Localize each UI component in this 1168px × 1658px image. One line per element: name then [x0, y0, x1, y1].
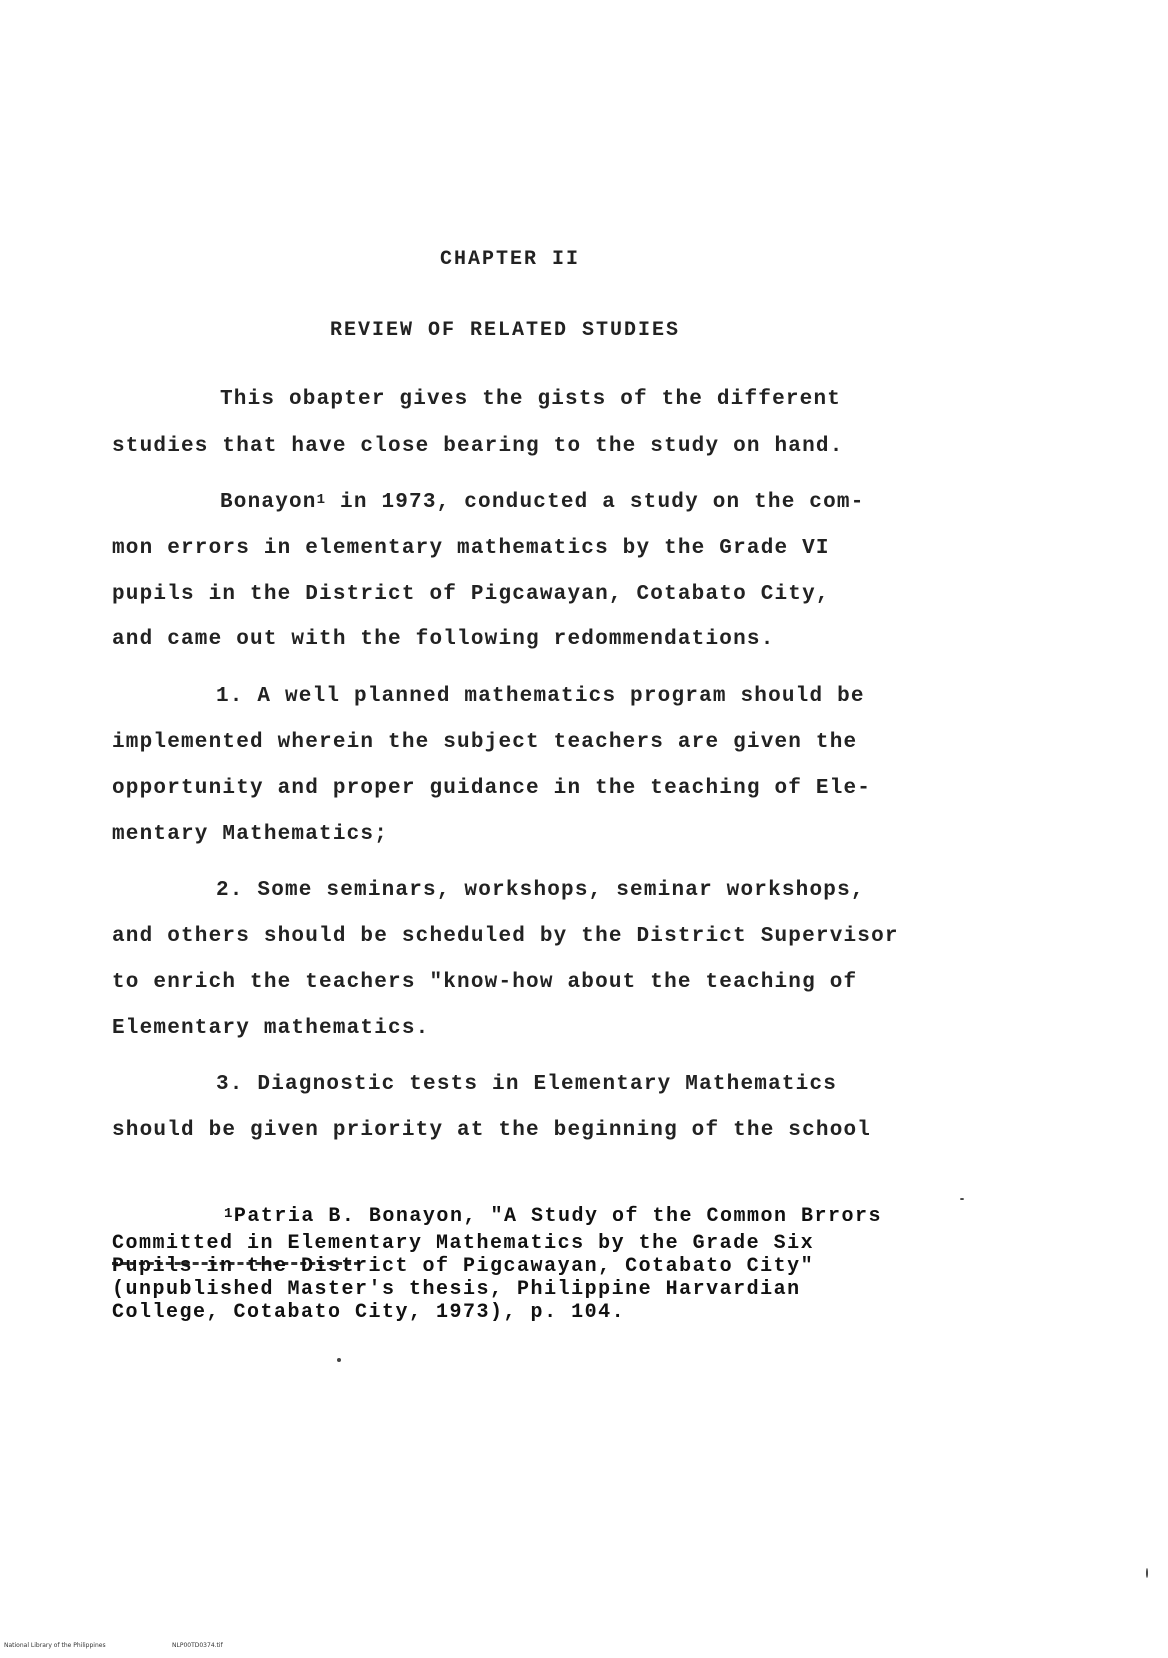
recommendation-line: implemented wherein the subject teachers are given the [112, 731, 858, 754]
intro-line: studies that have close bearing to the study on hand. [112, 435, 844, 458]
summary-line-text: in 1973, conducted a study on the com- [326, 491, 865, 514]
recommendation-line: should be given priority at the beginning of the school [112, 1119, 872, 1142]
recommendation-line: opportunity and proper guidance in the teaching of Ele- [112, 777, 872, 800]
footnote-line: College, Cotabato City, 1973), p. 104. [112, 1301, 626, 1324]
recommendation-line: and others should be scheduled by the District Supervisor [112, 925, 899, 948]
summary-line: and came out with the following redommendations. [112, 628, 775, 651]
footnote-reference: 1 [316, 492, 327, 508]
footnote-line: Pupils in the District of Pigcawayan, Cotabato City" [112, 1255, 815, 1278]
footnote-marker: 1 [224, 1206, 234, 1222]
recommendation-line: mentary Mathematics; [112, 823, 389, 846]
footer-library-name: National Library of the Philippines [4, 1642, 106, 1649]
recommendation-line: 3. Diagnostic tests in Elementary Mathematics [216, 1073, 838, 1096]
footnote-line-text: Patria B. Bonayon, "A Study of the Common Brrors [233, 1205, 882, 1228]
recommendation-line: 2. Some seminars, workshops, seminar workshops, [216, 879, 865, 902]
recommendation-line: 1. A well planned mathematics program should be [216, 685, 865, 708]
scan-speck [960, 1198, 964, 1200]
summary-line: pupils in the District of Pigcawayan, Cotabato City, [112, 583, 830, 606]
footer-file-id: NLP00TD0374.tif [172, 1642, 223, 1649]
summary-line: mon errors in elementary mathematics by the Grade VI [112, 537, 830, 560]
footnote-line [224, 1206, 882, 1229]
footnote-line: (unpublished Master's thesis, Philippine Harvardian [112, 1278, 801, 1301]
recommendation-line: to enrich the teachers "know-how about the teaching of [112, 971, 858, 994]
recommendation-line: Elementary mathematics. [112, 1017, 430, 1040]
intro-line: This obapter gives the gists of the different [220, 388, 842, 411]
summary-line [220, 490, 865, 517]
author-name: Bonayon [220, 491, 317, 514]
scan-speck [337, 1358, 341, 1362]
section-title: REVIEW OF RELATED STUDIES [330, 319, 681, 342]
chapter-heading: CHAPTER II [440, 248, 581, 271]
footnote-line: Committed in Elementary Mathematics by the Grade Six [112, 1232, 815, 1255]
scan-speck [1146, 1568, 1148, 1578]
